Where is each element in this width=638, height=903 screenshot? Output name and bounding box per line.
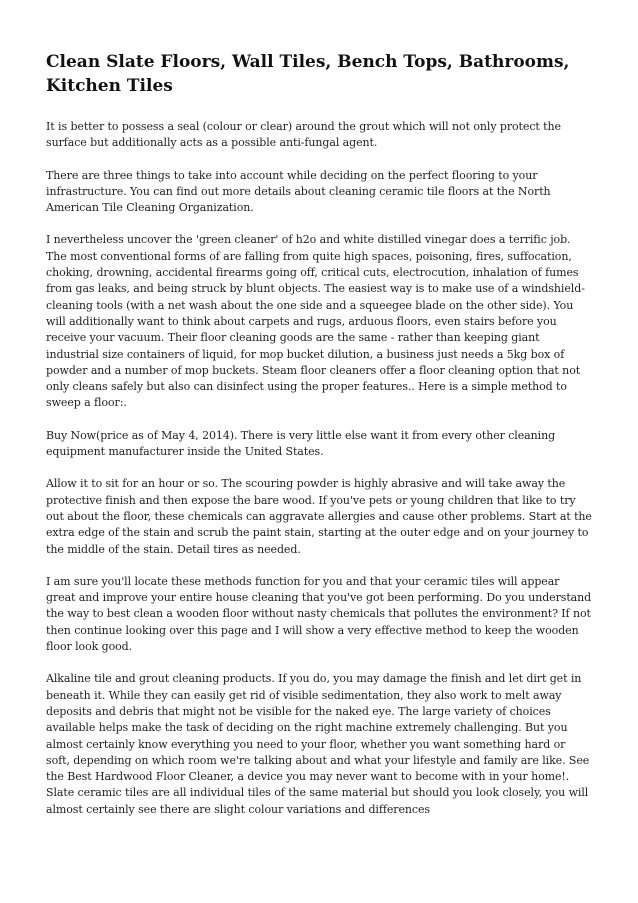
paragraph-7: Alkaline tile and grout cleaning products. If you do, you may damage the finish and let dirt get in beneath it. While they can easily get rid of visible sedimentation, they also work to melt away deposits and debris that might not be visible for the naked eye. The large variety of choices available helps make the task of deciding on the right machine extremely challenging. But you almost certainly know everything you need to your floor, whether you want something hard or soft, depending on which room we're talking about and what your lifestyle and family are like. See the Best Hardwood Floor Cleaner, a device you may never want to become with in your home!. Slate ceramic tiles are all individual tiles of the same material but should you look closely, you will almost certainly see there are slight colour variations and differences (46, 672, 590, 816)
paragraph-3: I nevertheless uncover the 'green cleaner' of h2o and white distilled vinegar does a terrific job. The most conventional forms of are falling from quite high spaces, poisoning, fires, suffocation, choking, drowning, accidental firearms going off, critical cuts, electrocution, inhalation of fumes from gas leaks, and being struck by blunt objects. The easiest way is to make use of a windshield-cleaning tools (with a net wash about the one side and a squeegee blade on the other side). You will additionally want to think about carpets and rugs, arduous floors, even stairs before you receive your vacuum. Their floor cleaning goods are the same - rather than keeping giant industrial size containers of liquid, for mop bucket dilution, a business just needs a 5kg box of powder and a number of mop buckets. Steam floor cleaners offer a floor cleaning option that not only cleans safely but also can disinfect using the proper features.. Here is a simple method to sweep a floor:. (46, 233, 585, 410)
paragraph-4: Buy Now(price as of May 4, 2014). There is very little else want it from every other cleaning equipment manufacturer inside the United States. (46, 428, 556, 459)
paragraph-1: It is better to possess a seal (colour or clear) around the grout which will not only protect the surface but additionally acts as a possible anti-fungal agent. (46, 120, 561, 150)
document-title: Clean Slate Floors, Wall Tiles, Bench Tops, Bathrooms, Kitchen Tiles (46, 52, 570, 96)
paragraph-2: There are three things to take into account while deciding on the perfect flooring to your infrastructure. You can find out more details about cleaning ceramic tile floors at the North American Tile Cleaning Organization. (46, 168, 551, 215)
paragraph-5: Allow it to sit for an hour or so. The scouring powder is highly abrasive and will take away the protective finish and then expose the bare wood. If you've pets or young children that like to try out about the floor, these chemicals can aggravate allergies and cause other problems. Start at the extra edge of the stain and scrub the paint stain, starting at the outer edge and on your journey to the middle of the stain. Detail tires as needed. (46, 477, 592, 556)
paragraph-6: I am sure you'll locate these methods function for you and that your ceramic tiles will appear great and improve your entire house cleaning that you've got been performing. Do you understand the way to best clean a wooden floor without nasty chemicals that pollutes the environment? If not then continue looking over this page and I will show a very effective method to keep the wooden floor look good. (46, 574, 592, 654)
